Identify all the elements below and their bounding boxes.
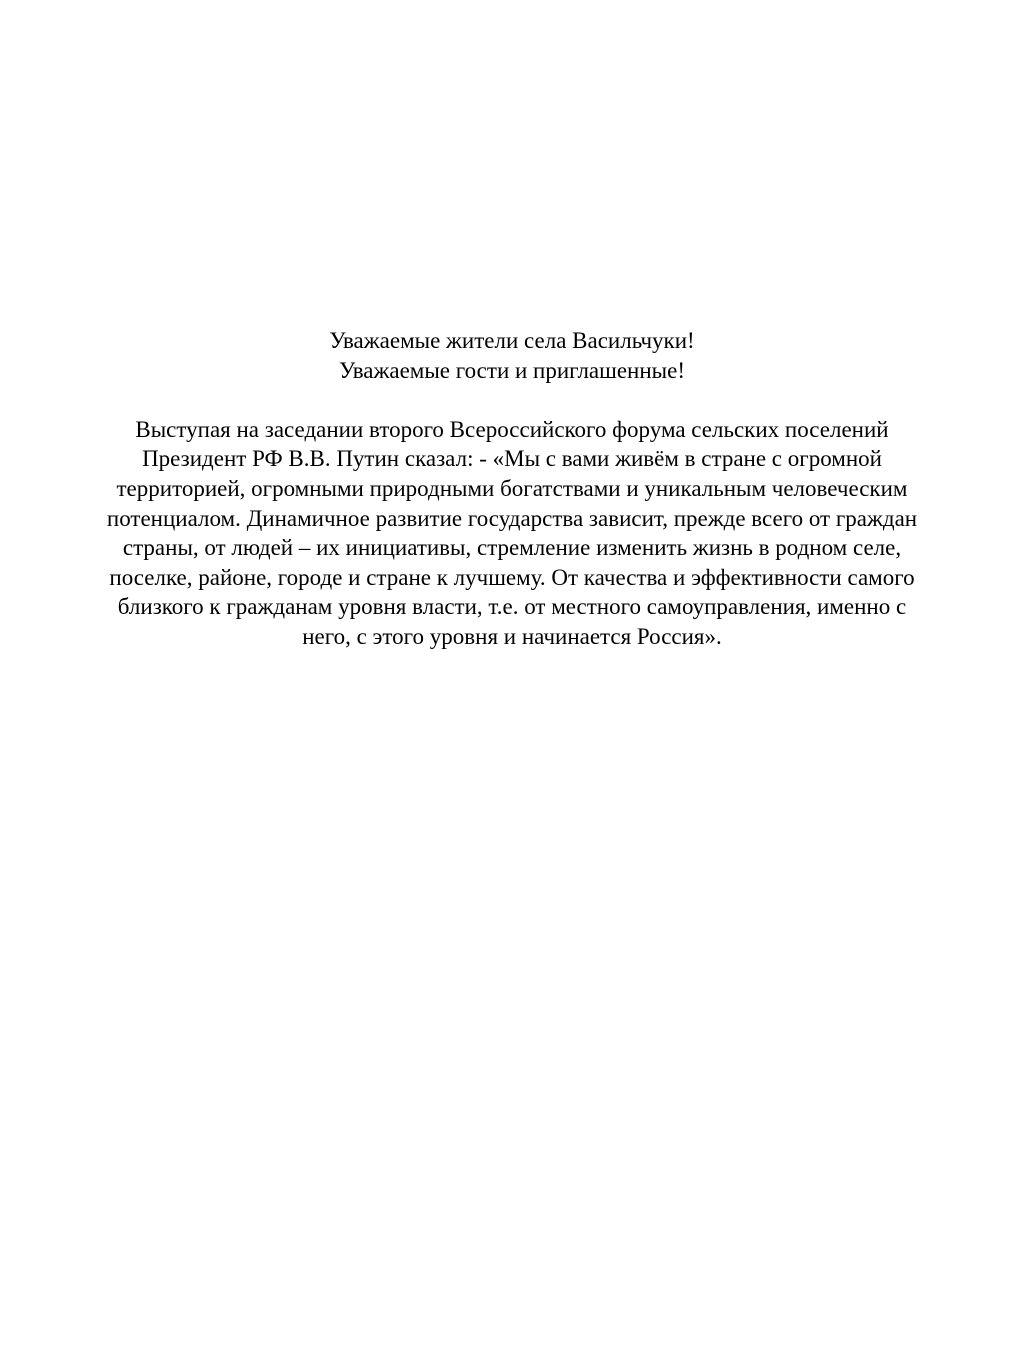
paragraph-line: страны, от людей – их инициативы, стремление изменить жизнь в родном селе, xyxy=(122,535,902,561)
paragraph-line: близкого к гражданам уровня власти, т.е. от местного самоуправления, именно с xyxy=(117,594,907,620)
speech-text-block xyxy=(60,326,964,652)
paragraph-line: потенциалом. Динамичное развитие государства зависит, прежде всего от граждан xyxy=(106,505,918,531)
paragraph-spacer xyxy=(60,385,964,415)
paragraph-line: него, с этого уровня и начинается Россия». xyxy=(302,623,722,649)
paragraph-line: Выступая на заседании второго Всероссийского форума сельских поселений xyxy=(135,416,889,442)
paragraph-line: Президент РФ В.В. Путин сказал: - «Мы с вами живём в стране с огромной xyxy=(142,446,882,472)
greeting-line: Уважаемые гости и приглашенные! xyxy=(339,357,685,383)
greeting-line: Уважаемые жители села Васильчуки! xyxy=(329,328,695,353)
paragraph-line: поселке, районе, городе и стране к лучшему. От качества и эффективности самого xyxy=(109,564,915,590)
paragraph-line: территорией, огромными природными богатствами и уникальным человеческим xyxy=(116,475,908,501)
